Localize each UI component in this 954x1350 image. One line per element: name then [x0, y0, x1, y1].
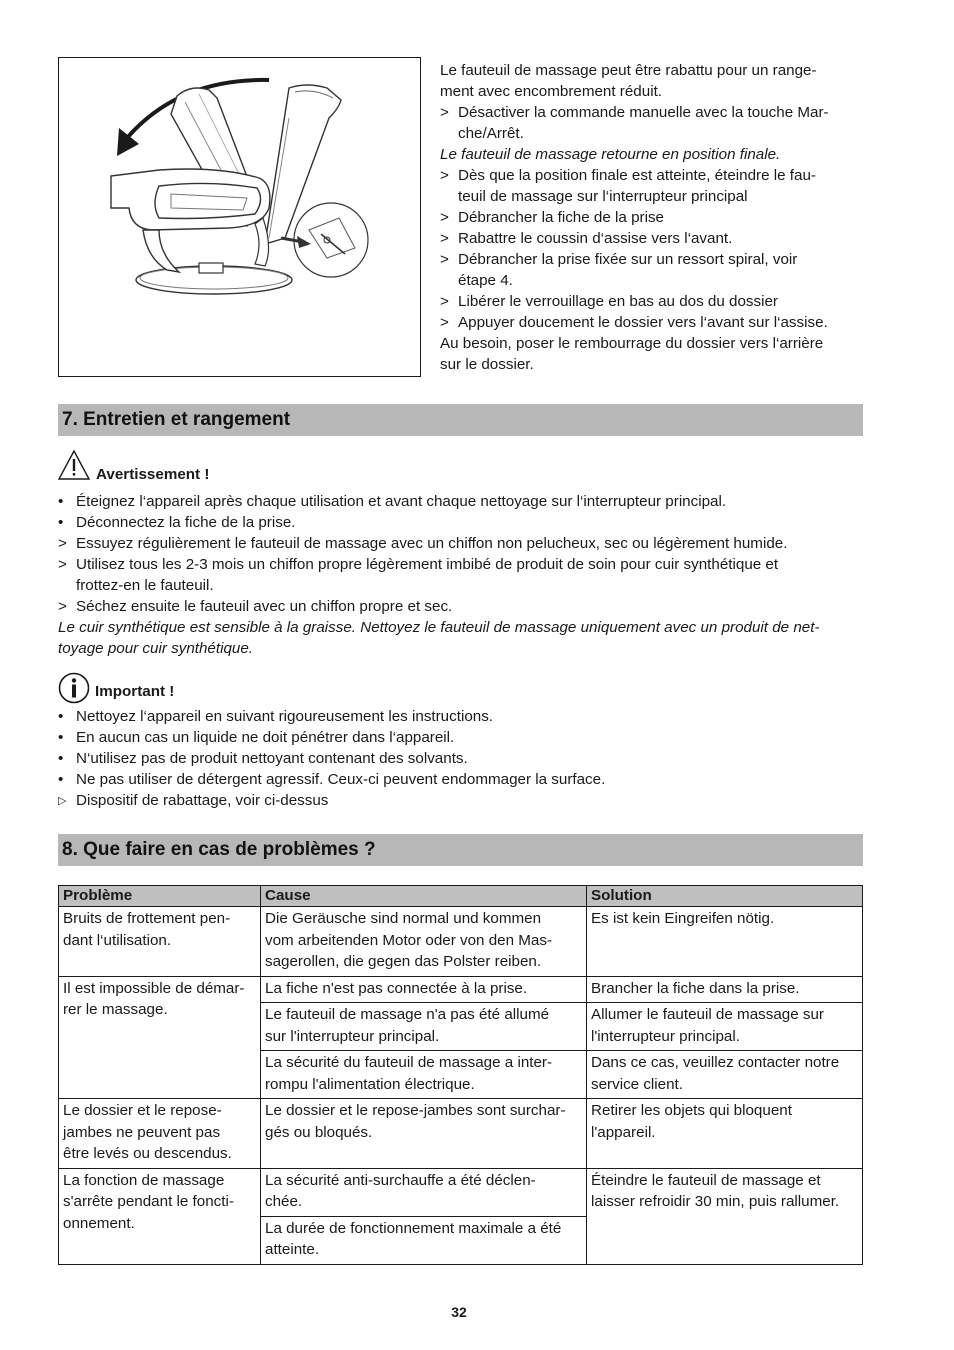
header-cause: Cause	[261, 886, 587, 907]
intro-line-text: Rabattre le coussin d‘assise vers l‘avant.	[458, 230, 733, 247]
item-text: Déconnectez la fiche de la prise.	[76, 514, 296, 531]
list-marker: •	[58, 514, 64, 531]
intro-line-text: Dès que la position finale est atteinte, éteindre le fau-	[458, 167, 816, 184]
warning-label: Avertissement !	[96, 466, 210, 483]
intro-line	[440, 81, 860, 102]
intro-line	[440, 102, 860, 123]
intro-line	[440, 186, 860, 207]
care-instruction-item	[58, 596, 858, 617]
care-instruction-item	[58, 512, 858, 533]
list-marker: >	[58, 535, 67, 552]
cause-cell: La fiche n'est pas connectée à la prise.	[261, 976, 587, 1003]
important-list	[58, 706, 858, 811]
problem-cell: Le dossier et le repose- jambes ne peuvent pas être levés ou descendus.	[59, 1099, 261, 1169]
list-marker: >	[440, 314, 449, 331]
cause-cell: Le fauteuil de massage n'a pas été allumé sur l'interrupteur principal.	[261, 1003, 587, 1051]
warning-triangle-icon	[58, 450, 90, 480]
item-text: En aucun cas un liquide ne doit pénétrer dans l‘appareil.	[76, 729, 455, 746]
header-problem: Problème	[59, 886, 261, 907]
intro-line	[440, 165, 860, 186]
intro-line-text: sur le dossier.	[440, 356, 534, 373]
list-marker: >	[58, 556, 67, 573]
intro-line	[440, 60, 860, 81]
item-text: toyage pour cuir synthétique.	[58, 640, 254, 657]
warning-heading	[58, 457, 858, 483]
solution-cell: Éteindre le fauteuil de massage et laisser refroidir 30 min, puis rallumer.	[587, 1168, 863, 1264]
page-number: 32	[451, 1304, 467, 1320]
list-marker: >	[440, 209, 449, 226]
intro-line	[440, 249, 860, 270]
table-row	[59, 907, 863, 977]
care-instruction-item	[58, 491, 858, 512]
item-text: N‘utilisez pas de produit nettoyant contenant des solvants.	[76, 750, 468, 767]
item-text: Le cuir synthétique est sensible à la graisse. Nettoyez le fauteuil de massage uniquement avec un produit de net-	[58, 619, 820, 636]
item-text: Éteignez l‘appareil après chaque utilisation et avant chaque nettoyage sur l‘interrupteur principal.	[76, 493, 727, 510]
intro-line-text: Débrancher la prise fixée sur un ressort spiral, voir	[458, 251, 798, 268]
care-instructions-list	[58, 491, 858, 659]
list-marker: >	[440, 251, 449, 268]
important-item	[58, 769, 858, 790]
cause-cell: La sécurité du fauteuil de massage a inter- rompu l'alimentation électrique.	[261, 1051, 587, 1099]
table-row	[59, 1099, 863, 1169]
important-item	[58, 706, 858, 727]
care-instruction-item	[58, 533, 858, 554]
problem-cell: La fonction de massage s'arrête pendant le foncti- onnement.	[59, 1168, 261, 1264]
item-text: Séchez ensuite le fauteuil avec un chiffon propre et sec.	[76, 598, 453, 615]
item-text: Nettoyez l‘appareil en suivant rigoureusement les instructions.	[76, 708, 494, 725]
cause-cell: La durée de fonctionnement maximale a été atteinte.	[261, 1216, 587, 1264]
intro-line-text: étape 4.	[458, 272, 513, 289]
intro-line-text: Au besoin, poser le rembourrage du dossier vers l‘arrière	[440, 335, 824, 352]
list-marker: •	[58, 771, 64, 788]
care-instruction-item	[58, 575, 858, 596]
folding-instructions	[440, 60, 860, 375]
item-text: frottez-en le fauteuil.	[76, 577, 214, 594]
important-label: Important !	[95, 683, 175, 700]
list-marker: >	[440, 167, 449, 184]
intro-line	[440, 312, 860, 333]
header-solution: Solution	[587, 886, 863, 907]
list-marker: >	[440, 230, 449, 247]
intro-line-text: Le fauteuil de massage retourne en position finale.	[440, 146, 781, 163]
chair-illustration	[59, 58, 420, 376]
intro-line-text: Le fauteuil de massage peut être rabattu pour un range-	[440, 62, 817, 79]
item-text: Essuyez régulièrement le fauteuil de massage avec un chiffon non pelucheux, sec ou légèrement humide.	[76, 535, 788, 552]
intro-line-text: Débrancher la fiche de la prise	[458, 209, 664, 226]
list-marker: ▷	[58, 795, 67, 807]
detail-magnifier-icon	[294, 203, 368, 277]
solution-cell: Retirer les objets qui bloquent l'appareil.	[587, 1099, 863, 1169]
important-item	[58, 790, 858, 811]
care-note-line	[58, 617, 858, 638]
info-icon	[58, 672, 90, 704]
problem-cell: Il est impossible de démar- rer le massage.	[59, 976, 261, 1099]
chair-folding-figure	[58, 57, 421, 377]
intro-line	[440, 291, 860, 312]
important-heading	[58, 672, 858, 706]
intro-line-text: Désactiver la commande manuelle avec la touche Mar-	[458, 104, 829, 121]
intro-line-text: Appuyer doucement le dossier vers l‘avant sur l‘assise.	[458, 314, 828, 331]
intro-line	[440, 144, 860, 165]
intro-line	[440, 123, 860, 144]
section-7-body	[58, 457, 858, 659]
section-7-title: 7. Entretien et rangement	[58, 404, 863, 436]
list-marker: •	[58, 493, 64, 510]
intro-line-text: teuil de massage sur l‘interrupteur principal	[458, 188, 748, 205]
section-8-title: 8. Que faire en cas de problèmes ?	[58, 834, 863, 866]
intro-line	[440, 333, 860, 354]
list-marker: >	[440, 104, 449, 121]
intro-line-text: ment avec encombrement réduit.	[440, 83, 663, 100]
solution-cell: Dans ce cas, veuillez contacter notre service client.	[587, 1051, 863, 1099]
list-marker: >	[440, 293, 449, 310]
list-marker: •	[58, 708, 64, 725]
intro-line	[440, 270, 860, 291]
intro-line	[440, 354, 860, 375]
table-row	[59, 976, 863, 1003]
list-marker: •	[58, 750, 64, 767]
intro-line-text: che/Arrêt.	[458, 125, 524, 142]
important-item	[58, 727, 858, 748]
list-marker: >	[58, 598, 67, 615]
solution-cell: Es ist kein Eingreifen nötig.	[587, 907, 863, 977]
intro-line	[440, 228, 860, 249]
intro-line-text: Libérer le verrouillage en bas au dos du dossier	[458, 293, 778, 310]
table-row	[59, 1168, 863, 1216]
solution-cell: Brancher la fiche dans la prise.	[587, 976, 863, 1003]
troubleshooting-table	[58, 885, 863, 1265]
care-instruction-item	[58, 554, 858, 575]
problem-cell: Bruits de frottement pen- dant l‘utilisation.	[59, 907, 261, 977]
item-text: Ne pas utiliser de détergent agressif. Ceux-ci peuvent endommager la surface.	[76, 771, 606, 788]
table-header-row	[59, 886, 863, 907]
cause-cell: Die Geräusche sind normal und kommen vom arbeitenden Motor oder von den Mas- sagerollen, die gegen das Polster reiben.	[261, 907, 587, 977]
solution-cell: Allumer le fauteuil de massage sur l'interrupteur principal.	[587, 1003, 863, 1051]
care-note-line	[58, 638, 858, 659]
cause-cell: La sécurité anti-surchauffe a été déclen- chée.	[261, 1168, 587, 1216]
item-text: Utilisez tous les 2-3 mois un chiffon propre légèrement imbibé de produit de soin pour cuir synthétique et	[76, 556, 779, 573]
list-marker: •	[58, 729, 64, 746]
important-block	[58, 672, 858, 811]
item-text: Dispositif de rabattage, voir ci-dessus	[76, 792, 329, 809]
cause-cell: Le dossier et le repose-jambes sont surchar- gés ou bloqués.	[261, 1099, 587, 1169]
important-item	[58, 748, 858, 769]
intro-line	[440, 207, 860, 228]
